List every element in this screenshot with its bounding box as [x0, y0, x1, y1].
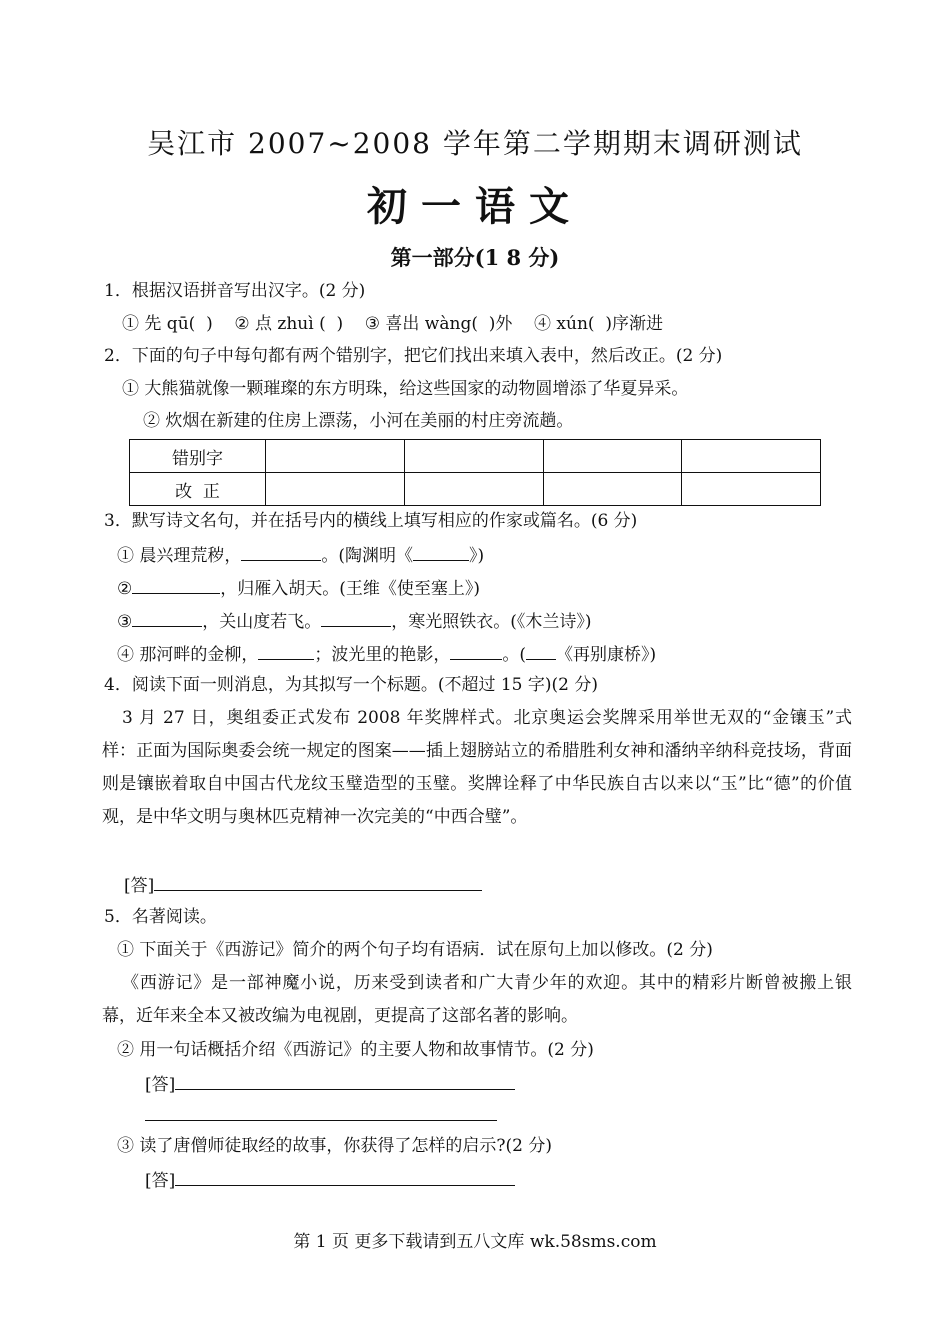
answer-label: [答]: [124, 876, 155, 896]
fill-blank[interactable]: [450, 641, 502, 660]
q3-line-4-text-d: 《再别康桥》): [556, 645, 657, 665]
answer-cell[interactable]: [543, 440, 682, 473]
table-row: [130, 440, 821, 473]
q2-sentence-1: ① 大熊猫就像一颗璀璨的东方明珠，给这些国家的动物圆增添了华夏异采。: [122, 379, 689, 399]
fill-blank[interactable]: [258, 641, 314, 660]
q5-sub-2: ② 用一句话概括介绍《西游记》的主要人物和故事情节。(2 分): [117, 1040, 594, 1060]
q4-passage: 3 月 27 日，奥组委正式发布 2008 年奖牌样式。北京奥运会奖牌采用举世无双的“金镶玉”式样：正面为国际奥委会统一规定的图案——插上翅膀站立的希腊胜利女神和潘纳辛纳科竞技场，背面则是镶嵌着取自中国古代龙纹玉璧造型的玉璧。奖牌诠释了中华民族自古以来以“玉”比“德”的价值观，是中华文明与奥林匹克精神一次完美的“中西合璧”。: [102, 708, 852, 827]
fill-blank[interactable]: [132, 608, 202, 627]
q3-line-3-text-c: ，寒光照铁衣。(《木兰诗》): [391, 612, 592, 632]
q3-line-1: [117, 542, 484, 567]
fill-blank[interactable]: [526, 641, 556, 660]
q4-answer-line: [124, 872, 482, 897]
q3-line-1-text-b: 。(陶渊明《: [321, 546, 414, 566]
subject-title: 初一语文: [367, 183, 583, 230]
answer-blank[interactable]: [154, 872, 482, 891]
answer-label: [答]: [145, 1171, 176, 1191]
q1-stem: 1．根据汉语拼音写出汉字。(2 分): [104, 281, 366, 301]
q3-line-3: [117, 608, 592, 633]
correction-table: [129, 439, 821, 506]
q2-stem: 2．下面的句子中每句都有两个错别字，把它们找出来填入表中，然后改正。(2 分): [104, 346, 723, 366]
q5-stem: 5．名著阅读。: [104, 907, 217, 927]
part-heading: 第一部分(1 8 分): [390, 245, 560, 270]
q3-line-4: [117, 641, 656, 666]
page-footer: 第 1 页 更多下载请到五八文库 wk.58sms.com: [293, 1232, 657, 1252]
q4-stem: 4．阅读下面一则消息，为其拟写一个标题。(不超过 15 字)(2 分): [104, 675, 599, 695]
q3-stem: 3．默写诗文名句，并在括号内的横线上填写相应的作家或篇名。(6 分): [104, 511, 638, 531]
answer-blank[interactable]: [175, 1071, 515, 1090]
fill-blank[interactable]: [132, 575, 220, 594]
row-header-correction: 改 正: [130, 473, 266, 506]
q3-line-2: [117, 575, 480, 600]
q3-line-4-text-c: 。(: [502, 645, 527, 665]
q5-sub-1: ① 下面关于《西游记》简介的两个句子均有语病．试在原句上加以修改。(2 分): [117, 940, 713, 960]
answer-cell[interactable]: [543, 473, 682, 506]
q3-line-1-text-c: 》): [469, 546, 485, 566]
fill-blank[interactable]: [321, 608, 391, 627]
answer-cell[interactable]: [404, 473, 543, 506]
q3-line-2-text-a: ②: [117, 579, 133, 599]
answer-cell[interactable]: [682, 440, 821, 473]
table-row: [130, 473, 821, 506]
q5-answer-line-3: [145, 1167, 515, 1192]
q5-answer-line-2: [145, 1102, 497, 1127]
q5-passage: 《西游记》是一部神魔小说，历来受到读者和广大青少年的欢迎。其中的精彩片断曾被搬上银幕，近年来全本又被改编为电视剧，更提高了这部名著的影响。: [102, 973, 852, 1026]
exam-title: 吴江市 2007~2008 学年第二学期期末调研测试: [147, 127, 803, 160]
q3-line-2-text-b: ，归雁入胡天。(王维《使至塞上》): [220, 579, 481, 599]
q3-line-4-text-b: ；波光里的艳影，: [314, 645, 451, 665]
q5-answer-line-1: [145, 1071, 515, 1096]
answer-cell[interactable]: [266, 473, 405, 506]
q5-sub-3: ③ 读了唐僧师徒取经的故事，你获得了怎样的启示?(2 分): [117, 1136, 553, 1156]
answer-cell[interactable]: [404, 440, 543, 473]
q3-line-4-text-a: ④ 那河畔的金柳，: [117, 645, 259, 665]
answer-blank[interactable]: [175, 1167, 515, 1186]
q1-items: ① 先 qū( ) ② 点 zhuì ( ) ③ 喜出 wàng( )外 ④ xún( )序渐进: [122, 314, 663, 334]
answer-blank[interactable]: [145, 1102, 497, 1121]
answer-cell[interactable]: [682, 473, 821, 506]
fill-blank[interactable]: [413, 542, 469, 561]
fill-blank[interactable]: [241, 542, 321, 561]
q3-line-3-text-b: ，关山度若飞。: [202, 612, 322, 632]
q3-line-3-text-a: ③: [117, 612, 133, 632]
row-header-wrong-chars: 错别字: [130, 440, 266, 473]
answer-label: [答]: [145, 1075, 176, 1095]
q2-sentence-2: ② 炊烟在新建的住房上漂荡，小河在美丽的村庄旁流趟。: [143, 411, 574, 431]
q3-line-1-text-a: ① 晨兴理荒秽，: [117, 546, 242, 566]
answer-cell[interactable]: [266, 440, 405, 473]
